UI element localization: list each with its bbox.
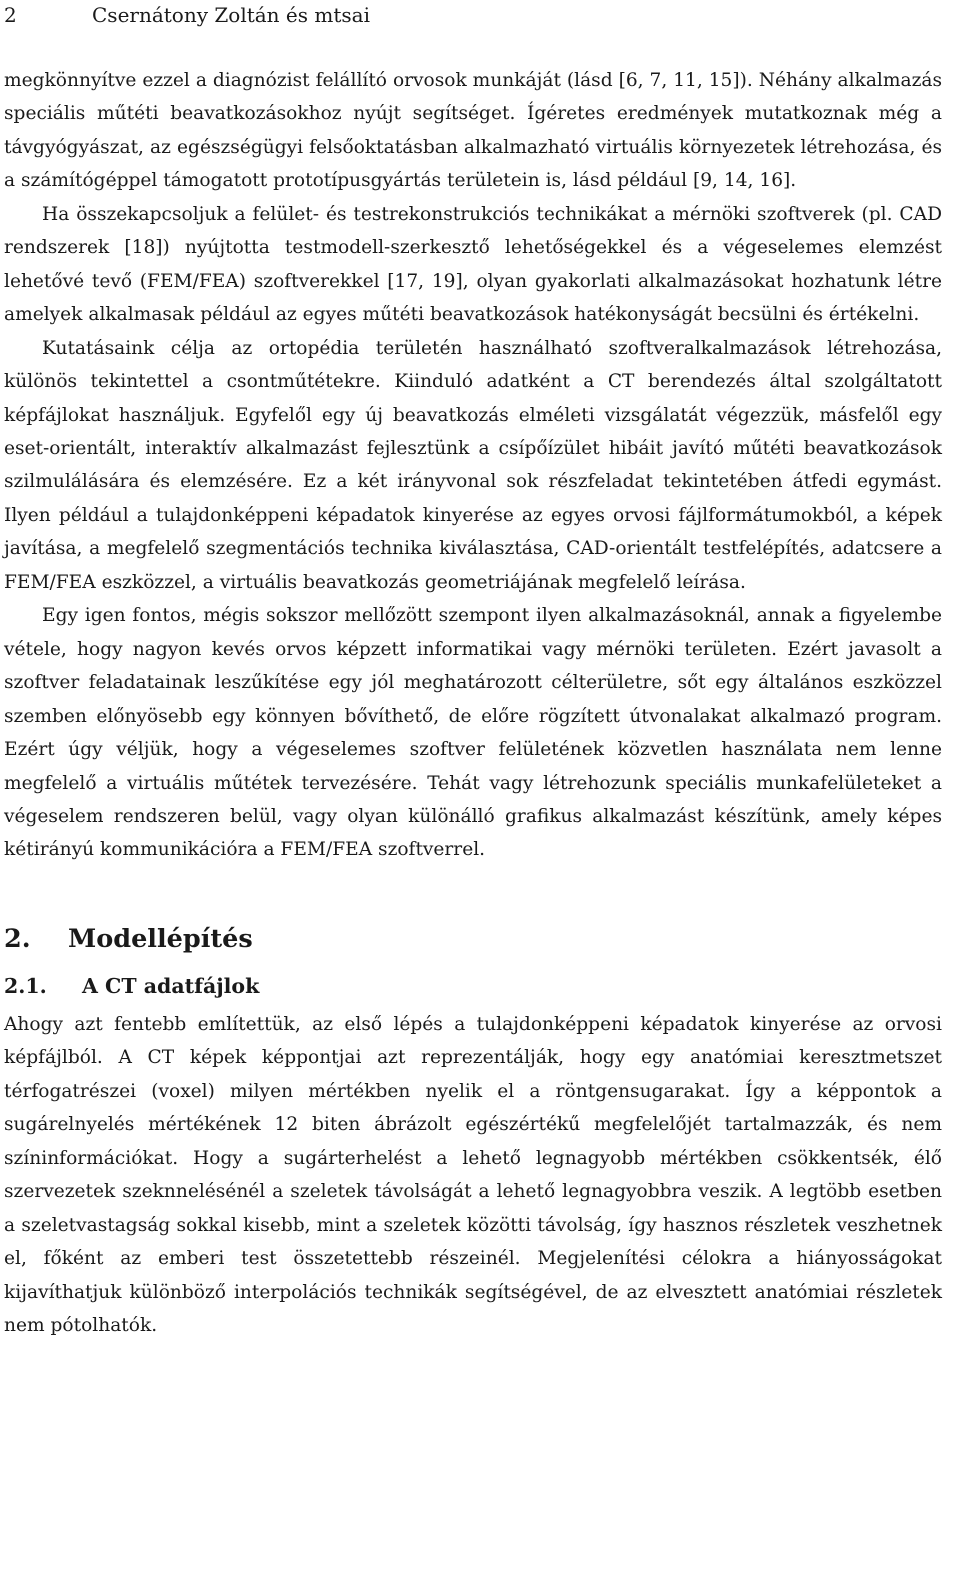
running-header <box>4 0 944 30</box>
section-number: 2. <box>4 923 31 954</box>
subsection-number: 2.1. <box>4 973 47 998</box>
subsection-heading <box>4 971 942 1001</box>
section-heading <box>4 921 942 957</box>
paragraph-research-goals: Kutatásaink célja az ortopédia területén használható szoftveralkalmazások létrehozása, különös tekintettel a csontműtétekre. Kiinduló adatként a CT berendezés által szolgáltatott képfájlokat használjuk. Egyfelől egy új beavatkozás elméleti vizsgálatát végezzük, másfelől egy eset-orientált, interaktív alkalmazást fejlesztünk a csípőízület hibáit javító műtéti beavatkozások szilmulálására és elemzésére. Ez a két irányvonal sok részfeladat tekintetében átfedi egymást. Ilyen például a tulajdonképpeni képadatok kinyerése az egyes orvosi fájlformátumokból, a képek javítása, a megfelelő szegmentációs technika kiválasztása, CAD-orientált testfelépítés, adatcsere a FEM/FEA eszközzel, a virtuális beavatkozás geometriájának megfelelő leírása. <box>4 337 942 593</box>
paragraph-usability: Egy igen fontos, mégis sokszor mellőzött szempont ilyen alkalmazásoknál, annak a figyelembe vétele, hogy nagyon kevés orvos képzett informatikai vagy mérnöki területen. Ezért javasolt a szoftver feladatainak leszűkítése egy jól meghatározott célterületre, sőt egy általános eszközzel szemben előnyösebb egy könnyen bővíthető, de előre rögzített útvonalakat alkalmazó program. Ezért úgy véljük, hogy a végeselemes szoftver felületének közvetlen használata nem lenne megfelelő a virtuális műtétek tervezésére. Tehát vagy létrehozunk speciális munkafelületeket a végeselem rendszeren belül, vagy olyan különálló grafikus alkalmazást készítünk, amely képes kétirányú kommunikációra a FEM/FEA szoftverrel. <box>4 605 942 861</box>
page-number: 2 <box>4 3 17 27</box>
paragraph-ct-data: Ahogy azt fentebb említettük, az első lépés a tulajdonképpeni képadatok kinyerése az orvosi képfájlból. A CT képek képpontjai azt reprezentálják, hogy egy anatómiai keresztmetszet térfogatrészei (voxel) milyen mértékben nyelik el a röntgensugarakat. Így a képpontok a sugárelnyelés mértékének 12 biten ábrázolt egészértékű megfelelőjét tartalmazzák, és nem színinformációkat. Hogy a sugárterhelést a lehető legnagyobb mértékben csökkentsék, élő szervezetek szeknnelésénél a szeletek távolságát a lehető legnagyobbra veszik. A legtöbb esetben a szeletvastagság sokkal kisebb, mint a szeletek közötti távolság, így hasznos részletek veszhetnek el, főként az emberi test összetettebb részeinél. Megjelenítési célokra a hiányosságokat kijavíthatjuk különböző interpolációs technikák segítségével, de az elvesztett anatómiai részletek nem pótolhatók. <box>4 1013 942 1336</box>
running-title: Csernátony Zoltán és mtsai <box>92 3 370 27</box>
section-title: Modellépítés <box>68 923 253 954</box>
subsection-title: A CT adatfájlok <box>82 973 260 998</box>
document-body <box>4 64 942 1342</box>
paragraph-cad-fem: Ha összekapcsoljuk a felület- és testrekonstrukciós technikákat a mérnöki szoftverek (pl. CAD rendszerek [18]) nyújtotta testmodell-szerkesztő lehetőségekkel és a végeselemes elemzést lehetővé tevő (FEM/FEA) szoftverekkel [17, 19], olyan gyakorlati alkalmazásokat hozhatunk létre amelyek alkalmasak például az egyes műtéti beavatkozások hatékonyságát becsülni és értékelni. <box>4 203 942 326</box>
paragraph-continuation: megkönnyítve ezzel a diagnózist felállító orvosok munkáját (lásd [6, 7, 11, 15]). Néhány alkalmazás speciális műtéti beavatkozásokhoz nyújt segítséget. Ígéretes eredmények mutatkoznak még a távgyógyászat, az egészségügyi felsőoktatásban alkalmazható virtuális környezetek létrehozása, és a számítógéppel támogatott prototípusgyártás területein is, lásd például [9, 14, 16]. <box>4 70 942 192</box>
